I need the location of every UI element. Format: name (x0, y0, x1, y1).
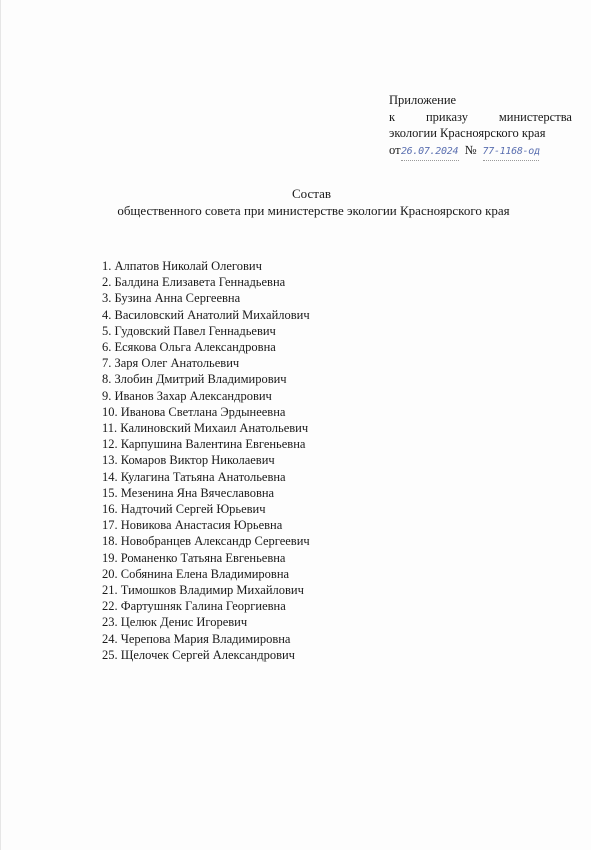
list-item: 25. Щелочек Сергей Александрович (102, 647, 295, 662)
date-prefix: от (389, 142, 401, 157)
number-sign: № (464, 142, 477, 157)
document-subtitle: общественного совета при министерстве экологии Красноярского края (117, 203, 510, 218)
list-item: 5. Гудовский Павел Геннадьевич (102, 323, 276, 338)
appendix-ministry-name: экологии Красноярского края (389, 126, 546, 140)
appendix-date-line (389, 142, 572, 162)
handwritten-date: 26.07.2024 (401, 144, 459, 162)
list-item: 13. Комаров Виктор Николаевич (102, 453, 275, 468)
list-item: 24. Черепова Мария Владимировна (102, 631, 291, 646)
list-item: 1. Алпатов Николай Олегович (102, 259, 262, 273)
list-item: 18. Новобранцев Александр Сергеевич (102, 534, 310, 549)
list-item: 8. Злобин Дмитрий Владимирович (102, 372, 287, 387)
list-item: 9. Иванов Захар Александрович (102, 388, 272, 403)
list-item: 12. Карпушина Валентина Евгеньевна (102, 437, 306, 452)
appendix-word-ministry: министерства (498, 109, 572, 124)
list-item: 7. Заря Олег Анатольевич (102, 356, 240, 371)
list-item: 19. Романенко Татьяна Евгеньевна (102, 550, 286, 565)
list-item: 10. Иванова Светлана Эрдынеевна (102, 404, 286, 419)
appendix-title: Приложение (389, 93, 457, 107)
document-title: Состав (291, 186, 331, 201)
list-item: 6. Есякова Ольга Александровна (102, 340, 276, 355)
list-item: 14. Кулагина Татьяна Анатольевна (102, 469, 286, 484)
members-list (102, 258, 310, 663)
list-item: 22. Фартушняк Галина Георгиевна (102, 599, 286, 614)
list-item: 17. Новикова Анастасия Юрьевна (102, 518, 283, 533)
list-item: 23. Целюк Денис Игоревич (102, 615, 248, 630)
list-item: 16. Надточий Сергей Юрьевич (102, 502, 266, 517)
appendix-word-k: к (389, 109, 396, 124)
list-item: 11. Калиновский Михаил Анатольевич (102, 421, 309, 436)
list-item: 2. Балдина Елизавета Геннадьевна (102, 275, 286, 290)
list-item: 3. Бузина Анна Сергеевна (102, 291, 241, 306)
list-item: 4. Василовский Анатолий Михайлович (102, 307, 310, 322)
appendix-word-order: приказу (425, 109, 468, 124)
list-item: 15. Мезенина Яна Вячеславовна (102, 485, 275, 500)
appendix-block (389, 92, 572, 161)
appendix-order-line (389, 109, 572, 126)
list-item: 20. Собянина Елена Владимировна (102, 566, 290, 581)
handwritten-order-number: 77-1168-од (483, 144, 539, 162)
list-item: 21. Тимошков Владимир Михайлович (102, 583, 304, 598)
